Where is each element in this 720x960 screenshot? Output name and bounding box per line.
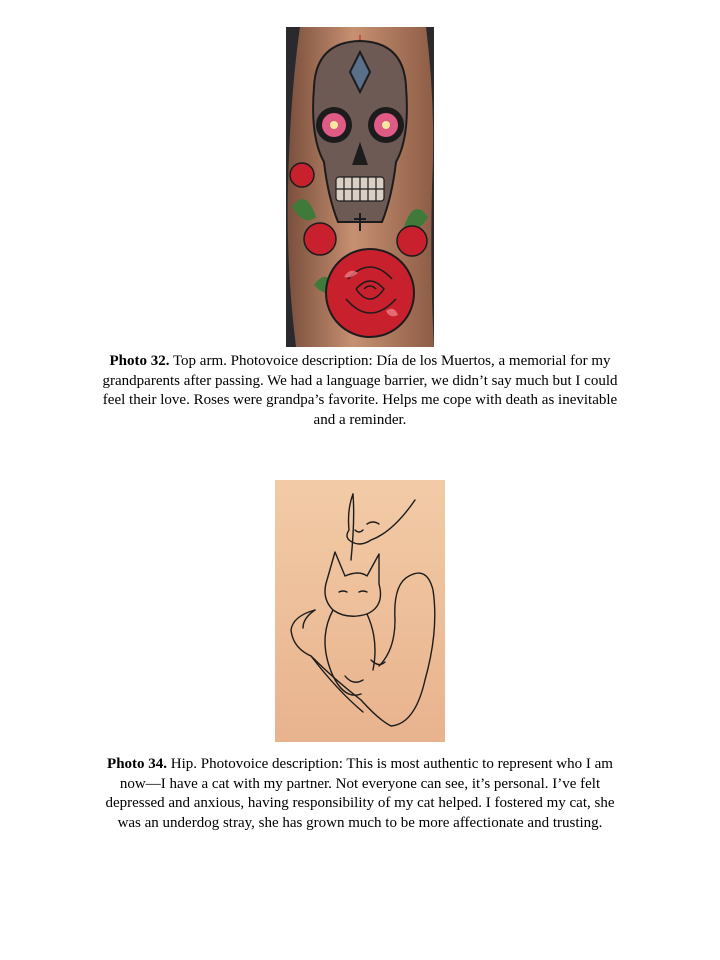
photo-34-image xyxy=(275,480,445,742)
line-art-woman-cat-tattoo-illustration xyxy=(275,480,445,742)
photo-34-label: Photo 34. xyxy=(107,756,168,772)
photo-32-caption xyxy=(100,352,620,430)
photo-32-image xyxy=(286,27,434,347)
sugar-skull-tattoo-illustration xyxy=(286,27,434,347)
photo-34-caption xyxy=(100,755,620,833)
photo-32-description: Top arm. Photovoice description: Día de los Muertos, a memorial for my grandparents after passing. We had a language barrier, we didn’t say much but I could feel their love. Roses were grandpa’s favorite. Helps me cope with death as inevitable and a reminder. xyxy=(102,353,618,428)
photo-34-description: Hip. Photovoice description: This is most authentic to represent who I am now—I have a cat with my partner. Not everyone can see, it’s personal. I’ve felt depressed and anxious, having responsibility of my cat helped. I fostered my cat, she was an underdog stray, she has grown much to be more affectionate and trusting. xyxy=(105,756,615,831)
photo-32-label: Photo 32. xyxy=(109,353,170,369)
